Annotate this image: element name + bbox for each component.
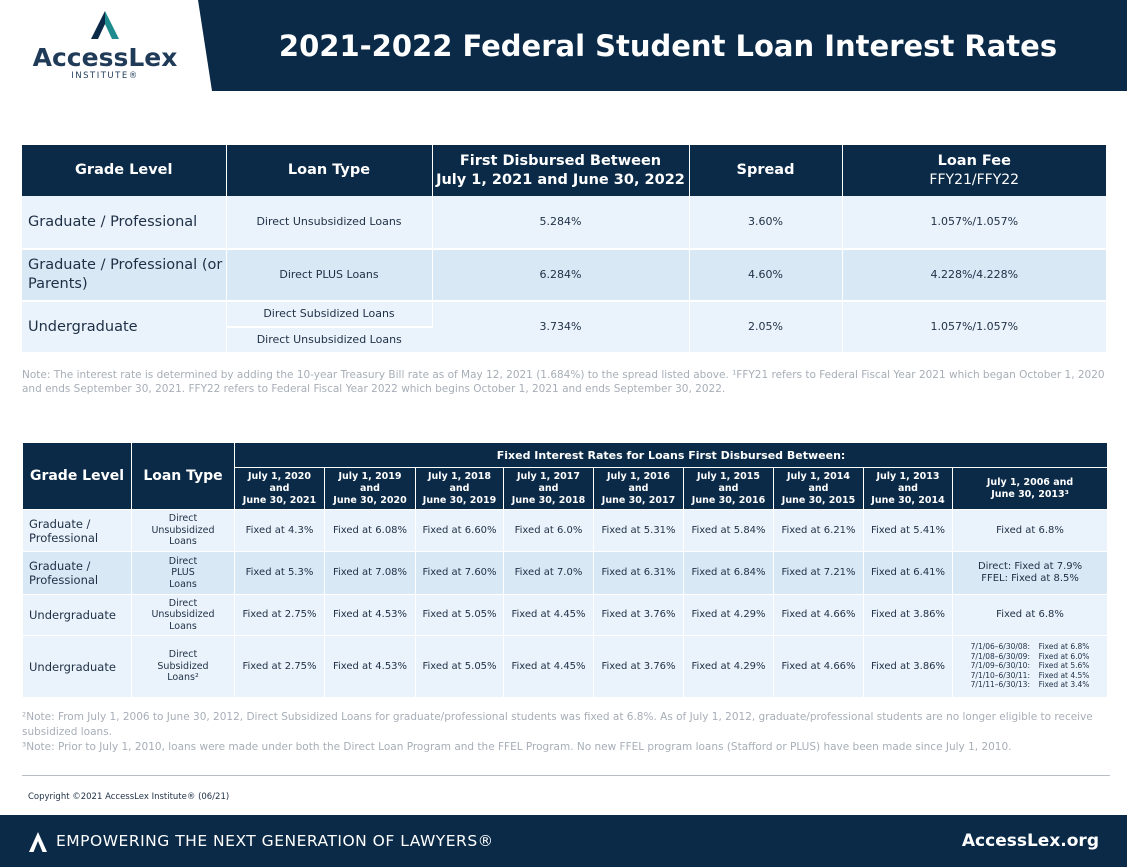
rate-cell: Fixed at 6.08% <box>325 510 416 552</box>
grade-line: Professional <box>29 573 99 587</box>
fee-cell: 1.057%/1.057% <box>842 301 1106 353</box>
divider <box>22 775 1110 776</box>
table-row <box>23 510 1108 552</box>
loan-type-line: Subsidized <box>157 660 209 672</box>
spread-cell: 2.05% <box>689 301 842 353</box>
loan-type-cell: Direct Unsubsidized Loans <box>226 196 432 249</box>
rate-cell: Fixed at 7.0% <box>504 552 594 595</box>
header-fixed-rates: Fixed Interest Rates for Loans First Disbursed Between: <box>235 443 1108 468</box>
rate-cell: Fixed at 4.45% <box>504 636 594 698</box>
grade-cell <box>23 510 132 552</box>
rate-cell <box>953 510 1108 552</box>
period-range: 7/1/10–6/30/11: <box>970 670 1030 680</box>
header-loan-type: Loan Type <box>132 443 235 510</box>
rate-cell: Fixed at 7.21% <box>774 552 864 595</box>
period-rate: Fixed at 5.6% <box>1038 661 1090 670</box>
header-period-line2: June 30, 2015 <box>781 494 856 506</box>
table-row <box>22 301 1106 327</box>
rate-cell: Fixed at 5.84% <box>684 510 774 552</box>
header-period-line2: June 30, 2021 <box>242 494 317 506</box>
current-rates-table <box>22 145 1106 354</box>
table-row <box>22 249 1106 301</box>
loan-type-cell: Direct PLUS Loans <box>226 249 432 301</box>
header-period-line2: June 30, 2018 <box>511 494 586 506</box>
a-mark-icon <box>28 831 48 853</box>
grade-cell: Graduate / Professional <box>22 196 226 249</box>
header-period <box>684 468 774 510</box>
period-rate: Fixed at 6.8% <box>1038 642 1090 651</box>
rate-note: Note: The interest rate is determined by adding the 10-year Treasury Bill rate as of May 12, 2021 (1.684%) to the spread listed above. ¹FFY21 refers to Federal Fiscal Year 2021 which began October 1, 2020 and ends September 30, 2021. FFY22 refers to Federal Fiscal Year 2022 which begins October 1, 2021 and ends September 30, 2022. <box>22 369 1105 395</box>
rate-cell: Fixed at 6.60% <box>416 510 504 552</box>
grade-cell: Graduate / Professional (or Parents) <box>22 249 226 301</box>
period-range: 7/1/11–6/30/13: <box>970 680 1030 689</box>
period-range: 7/1/08–6/30/09: <box>970 651 1030 661</box>
table-row <box>23 552 1108 595</box>
accesslex-logo <box>30 10 180 90</box>
header-loan-fee <box>842 145 1106 196</box>
loan-type-cell <box>132 510 235 552</box>
header-period <box>504 468 594 510</box>
header-period-line2: June 30, 2017 <box>601 494 676 506</box>
rate-line: Fixed at 6.8% <box>996 524 1064 536</box>
rate-cell: Fixed at 6.0% <box>504 510 594 552</box>
header-period-line1: July 1, 2013 and <box>876 470 940 494</box>
rate-cell: 6.284% <box>432 249 689 301</box>
loan-type-line: Loans <box>169 536 197 548</box>
logo-name: AccessLex <box>32 43 178 72</box>
footer <box>0 815 1127 867</box>
rate-line: FFEL: Fixed at 8.5% <box>981 573 1079 584</box>
footnote: ²Note: From July 1, 2006 to June 30, 2012, Direct Subsidized Loans for graduate/professional students was fixed at 6.8%. As of July 1, 2012, graduate/professional students are no longer eligible to receive subsidized loans. <box>22 711 1093 738</box>
rate-line: Fixed at 6.8% <box>996 609 1064 620</box>
rate-cell <box>953 595 1108 636</box>
header-period-line2: June 30, 2020 <box>333 494 407 506</box>
footnotes <box>22 710 1112 755</box>
rate-cell: Fixed at 4.45% <box>504 595 594 636</box>
table-header-row <box>22 145 1106 196</box>
header-loan-fee-line2: FFY21/FFY22 <box>929 171 1020 188</box>
rate-cell: Fixed at 5.05% <box>416 595 504 636</box>
header-period <box>774 468 864 510</box>
loan-type-line: Unsubsidized <box>151 524 215 536</box>
header-period-line2: June 30, 2016 <box>691 494 766 506</box>
header-period-line1: July 1, 2017 and <box>516 470 581 494</box>
rate-cell: Fixed at 5.3% <box>235 552 325 595</box>
loan-type-line: Loans² <box>167 672 199 684</box>
header-loan-fee-line1: Loan Fee <box>937 152 1011 169</box>
fee-cell: 1.057%/1.057% <box>842 196 1106 249</box>
rate-cell: Fixed at 2.75% <box>235 636 325 698</box>
loan-type-line: Direct <box>168 513 198 525</box>
rate-cell <box>953 552 1108 595</box>
rate-line: Direct: Fixed at 7.9% <box>977 561 1083 572</box>
rate-cell: Fixed at 6.84% <box>684 552 774 595</box>
grade-line: Graduate / <box>29 559 91 573</box>
period-range: 7/1/06–6/30/08: <box>970 642 1030 651</box>
rate-cell: Fixed at 2.75% <box>235 595 325 636</box>
header-period-line1: July 1, 2006 and <box>986 476 1074 488</box>
header-period-line1: July 1, 2016 and <box>606 470 671 494</box>
period-rate: Fixed at 4.5% <box>1038 670 1090 680</box>
period-rate-item <box>971 642 1090 652</box>
tagline: EMPOWERING THE NEXT GENERATION OF LAWYERS® <box>56 832 494 850</box>
period-rate: Fixed at 3.4% <box>1038 680 1090 689</box>
header-period-line2: June 30, 2013³ <box>991 488 1069 500</box>
header-spread: Spread <box>689 145 842 196</box>
table-row <box>23 595 1108 636</box>
header-period-line1: July 1, 2015 and <box>696 470 761 494</box>
historical-rates-table <box>22 442 1108 698</box>
rate-cell: Fixed at 7.60% <box>416 552 504 595</box>
header-period <box>416 468 504 510</box>
loan-type-line: Loans <box>169 620 197 632</box>
table-row <box>23 636 1108 698</box>
period-rate-item <box>971 680 1090 690</box>
copyright: Copyright ©2021 AccessLex Institute® (06/21) <box>28 792 230 802</box>
rate-cell: Fixed at 4.29% <box>684 636 774 698</box>
a-mark-icon <box>90 10 120 40</box>
period-rate: Fixed at 6.0% <box>1038 651 1090 661</box>
header-period-line1: July 1, 2019 and <box>338 470 402 494</box>
rate-cell: Fixed at 5.05% <box>416 636 504 698</box>
loan-type-line: Direct <box>168 555 198 567</box>
grade-cell <box>23 552 132 595</box>
rate-cell: Fixed at 4.66% <box>774 636 864 698</box>
rate-cell: Fixed at 4.53% <box>325 636 416 698</box>
loan-type-line: PLUS <box>171 567 195 579</box>
grade-cell: Undergraduate <box>22 301 226 353</box>
rate-cell: Fixed at 3.76% <box>594 595 684 636</box>
period-rate-item <box>971 652 1090 662</box>
rate-cell: 3.734% <box>432 301 689 353</box>
header-grade-level: Grade Level <box>22 145 226 196</box>
website-link[interactable]: AccessLex.org <box>961 831 1099 851</box>
rate-cell: Fixed at 6.21% <box>774 510 864 552</box>
rate-cell: Fixed at 6.41% <box>864 552 953 595</box>
rate-cell: Fixed at 5.31% <box>594 510 684 552</box>
rate-cell: Fixed at 4.29% <box>684 595 774 636</box>
rate-cell: Fixed at 4.53% <box>325 595 416 636</box>
grade-line: Graduate / <box>29 516 91 531</box>
period-rate-list <box>971 642 1090 690</box>
rate-cell: Fixed at 3.86% <box>864 595 953 636</box>
rate-cell: Fixed at 4.3% <box>235 510 325 552</box>
header-period <box>594 468 684 510</box>
header-period <box>953 468 1108 510</box>
grade-line: Undergraduate <box>29 608 116 622</box>
header-period <box>235 468 325 510</box>
header-grade-level: Grade Level <box>23 443 132 510</box>
loan-type-line: Direct <box>168 597 198 609</box>
rate-cell: Fixed at 4.66% <box>774 595 864 636</box>
rate-cell: Fixed at 7.08% <box>325 552 416 595</box>
rate-cell <box>953 636 1108 698</box>
header-loan-type: Loan Type <box>226 145 432 196</box>
header-period <box>864 468 953 510</box>
header-period-line2: June 30, 2019 <box>422 494 497 506</box>
loan-type-line: Loans <box>169 578 197 590</box>
loan-type-cell: Direct Unsubsidized Loans <box>226 327 432 353</box>
loan-type-line: Unsubsidized <box>151 609 215 621</box>
fee-cell: 4.228%/4.228% <box>842 249 1106 301</box>
header-period-line1: July 1, 2020 and <box>247 470 312 494</box>
loan-type-cell <box>132 636 235 698</box>
rate-cell: Fixed at 3.76% <box>594 636 684 698</box>
period-rate-item <box>971 671 1090 681</box>
header-first-disbursed-line2: July 1, 2021 and June 30, 2022 <box>436 171 685 188</box>
header-period-line2: June 30, 2014 <box>871 494 945 506</box>
spread-cell: 3.60% <box>689 196 842 249</box>
logo-subtitle: INSTITUTE® <box>71 71 139 81</box>
table-header-row <box>23 443 1108 468</box>
grade-line: Undergraduate <box>29 659 116 674</box>
page-title: 2021-2022 Federal Student Loan Interest Rates <box>278 29 1058 63</box>
footnote: ³Note: Prior to July 1, 2010, loans were made under both the Direct Loan Program and the FFEL Program. No new FFEL program loans (Stafford or PLUS) have been made since July 1, 2010. <box>22 741 1012 753</box>
grade-line: Professional <box>29 530 99 545</box>
loan-type-cell <box>132 552 235 595</box>
header-period <box>325 468 416 510</box>
header-first-disbursed-line1: First Disbursed Between <box>459 152 662 169</box>
period-rate-item <box>971 661 1090 671</box>
period-range: 7/1/09–6/30/10: <box>970 661 1030 670</box>
grade-cell <box>23 636 132 698</box>
grade-cell <box>23 595 132 636</box>
spread-cell: 4.60% <box>689 249 842 301</box>
rate-cell: Fixed at 3.86% <box>864 636 953 698</box>
loan-type-line: Direct <box>168 649 198 661</box>
header-period-line1: July 1, 2014 and <box>786 470 851 494</box>
table-row <box>22 196 1106 249</box>
rate-cell: 5.284% <box>432 196 689 249</box>
loan-type-cell <box>132 595 235 636</box>
header-period-line1: July 1, 2018 and <box>427 470 492 494</box>
loan-type-cell: Direct Subsidized Loans <box>226 301 432 327</box>
rate-cell: Fixed at 6.31% <box>594 552 684 595</box>
rate-cell: Fixed at 5.41% <box>864 510 953 552</box>
header-first-disbursed <box>432 145 689 196</box>
